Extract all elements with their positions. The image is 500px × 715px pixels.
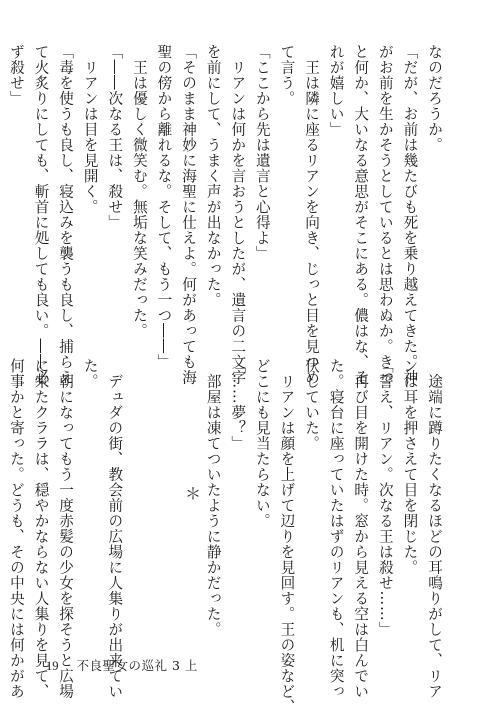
text-line: て言う。: [278, 44, 296, 106]
text-line: [126, 358, 151, 628]
text-line: ンは耳を押さえて目を閉じた。: [401, 358, 419, 575]
book-title: 不良聖女の巡礼 3 上: [76, 658, 198, 673]
text-line: た。: [81, 358, 99, 389]
text-line: ず殺せ」: [7, 44, 25, 106]
text-line: 「……夢？」: [229, 358, 247, 451]
text-line: 「そのまま神妙に海聖に仕えよ。何があっても海: [180, 44, 198, 385]
page-footer: [46, 658, 198, 674]
text-line: 部屋は凍てついたように静かだった。: [204, 358, 222, 637]
text-line: どこにも見当たらない。: [253, 358, 271, 529]
text-line: デュダの街、教会前の広場に人集りが出来てい: [106, 358, 124, 699]
text-line: 「――次なる王は、殺せ」: [106, 44, 124, 230]
text-line: 何事かと寄った。どうも、その中央には何かがあ: [7, 358, 25, 699]
text-line: 「誓え、リアン。次なる王は殺せ……」: [376, 358, 394, 637]
text-line: と何か、大いなる意思がそこにある。儂はな、そ: [352, 44, 370, 385]
page-number: 19: [46, 659, 59, 673]
text-line: リアンは顔を上げて辺りを見回す。王の姿など、: [278, 358, 296, 715]
text-line: がお前を生かそうとしているとは思わぬか。きっ: [376, 44, 394, 385]
text-line: 再び目を開けた時。窓から見える空は白んでい: [352, 358, 370, 699]
text-line: 王は隣に座るリアンを向き、じっと目を見つめ: [303, 44, 321, 385]
text-line: リアンは目を見開く。: [81, 44, 99, 215]
text-line: を前にして、うまく声が出なかった。: [204, 44, 222, 308]
text-line: 「ここから先は遺言と心得よ」: [253, 44, 271, 261]
text-line: [175, 358, 200, 628]
text-line: なのだろうか。: [426, 44, 443, 153]
text-line: れが嬉しい」: [327, 44, 345, 137]
text-line: た。寝台に座っていたはずのリアンも、机に突っ: [327, 358, 345, 699]
text-line: 伏していた。: [303, 358, 321, 451]
text-line: 王は優しく微笑む。無垢な笑みだった。: [130, 44, 148, 339]
text-line: て火炙りにしても、斬首に処しても良い。――必: [32, 44, 50, 385]
text-line: 「だが、お前は幾たびも死を乗り越えてきた。神: [401, 44, 419, 385]
text-line: 途端に蹲りたくなるほどの耳鳴りがして、リア: [426, 358, 443, 699]
text-block-top: [7, 44, 446, 385]
text-line: 聖の傍から離れるな。そして、もう一つ――」: [155, 44, 173, 370]
text-line: [151, 358, 176, 628]
text-line: に来たクララは、穏やかならない人集りを見て、: [32, 358, 50, 699]
text-line: リアンは何かを言おうとしたが、遺言の二文字: [229, 44, 247, 385]
text-line: 朝になってもう一度赤髪の少女を探そうと広場: [57, 358, 75, 699]
text-line: 「毒を使うも良し、寝込みを襲うも良し、捕らえ: [57, 44, 75, 385]
section-divider-asterisk: ＊: [185, 484, 202, 503]
